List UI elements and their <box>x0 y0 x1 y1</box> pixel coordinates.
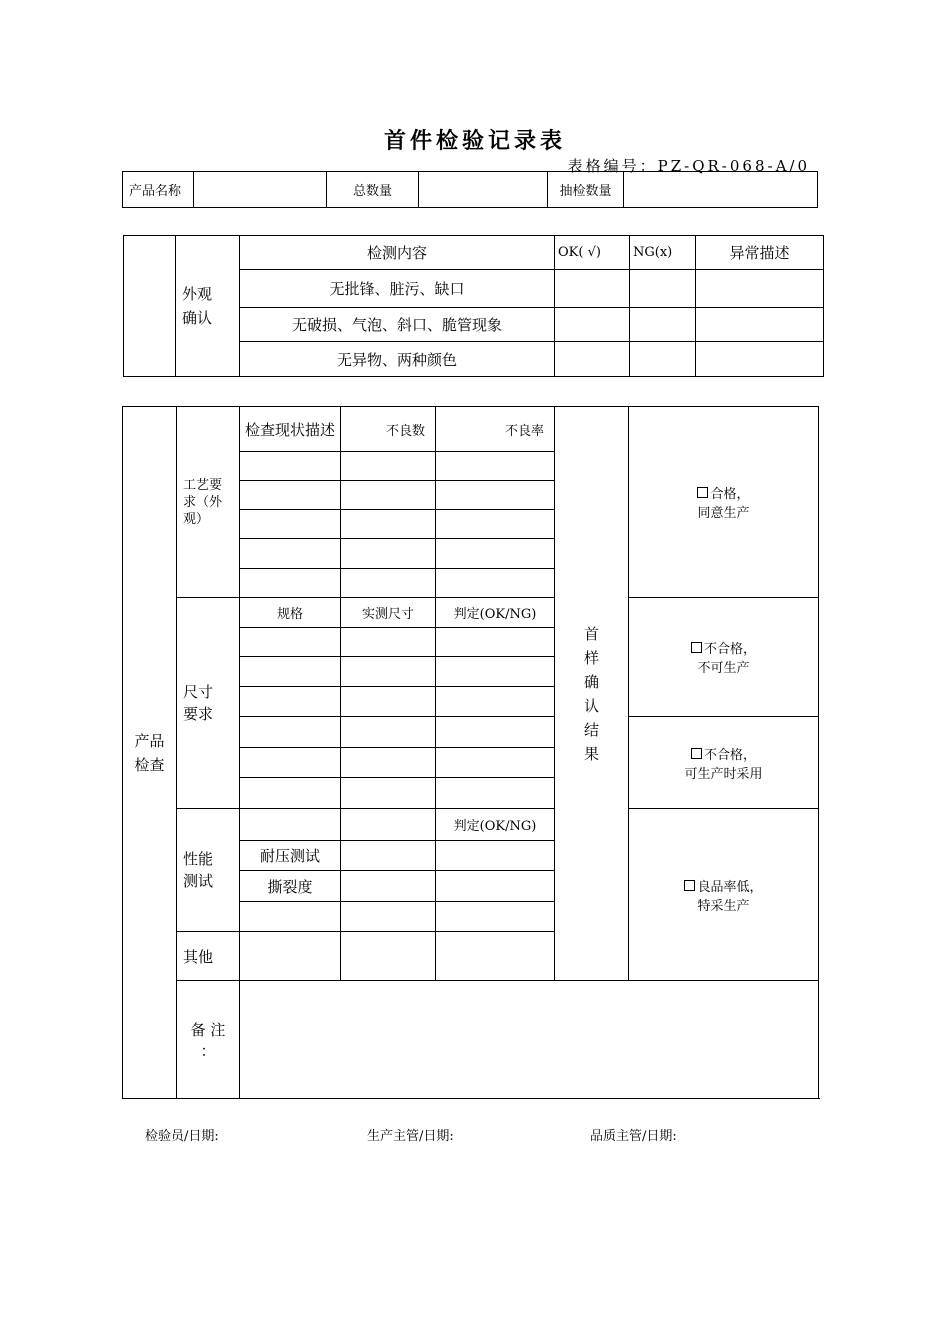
abnormal-cell[interactable] <box>696 308 824 342</box>
table-cell[interactable] <box>341 902 436 932</box>
ok-cell[interactable] <box>555 342 630 377</box>
table-cell[interactable] <box>436 717 555 748</box>
check-item: 无异物、两种颜色 <box>240 342 555 377</box>
table-cell[interactable] <box>341 871 436 902</box>
table-cell[interactable] <box>341 481 436 510</box>
production-supervisor-signature: 生产主管/日期: <box>367 1129 454 1144</box>
table-cell[interactable] <box>341 657 436 687</box>
table-cell[interactable] <box>341 539 436 569</box>
check-item: 无批锋、脏污、缺口 <box>240 270 555 308</box>
table-cell[interactable] <box>341 569 436 598</box>
inspection-table <box>122 406 819 1099</box>
col-abnormal-header: 异常描述 <box>696 236 824 270</box>
table-cell[interactable] <box>436 932 555 981</box>
checkbox-icon[interactable] <box>684 880 695 891</box>
sample-qty-label: 抽检数量 <box>548 172 624 208</box>
appearance-outer-cell <box>124 236 176 377</box>
table-cell[interactable] <box>341 510 436 539</box>
table-cell[interactable] <box>436 871 555 902</box>
table-cell[interactable] <box>341 932 436 981</box>
pressure-test-label: 耐压测试 <box>240 841 341 871</box>
ng-cell[interactable] <box>630 342 696 377</box>
table-cell[interactable] <box>341 452 436 481</box>
table-cell[interactable] <box>240 778 341 809</box>
table-cell[interactable] <box>240 809 341 841</box>
ok-cell[interactable] <box>555 308 630 342</box>
table-cell[interactable] <box>240 717 341 748</box>
table-cell[interactable] <box>436 510 555 539</box>
table-cell[interactable] <box>341 778 436 809</box>
checkbox-icon[interactable] <box>691 642 702 653</box>
first-sample-result-label: 首 样 确 认 结 果 <box>555 407 629 981</box>
total-qty-label: 总数量 <box>327 172 419 208</box>
process-requirement-label: 工艺要求（外观） <box>177 407 240 598</box>
table-cell[interactable] <box>436 748 555 778</box>
col-ok-header: OK( √) <box>555 236 630 270</box>
ok-cell[interactable] <box>555 270 630 308</box>
ng-cell[interactable] <box>630 270 696 308</box>
col-desc-header: 检查现状描述 <box>240 407 341 452</box>
table-cell[interactable] <box>436 452 555 481</box>
table-cell[interactable] <box>240 687 341 717</box>
table-cell[interactable] <box>436 539 555 569</box>
tear-strength-label: 撕裂度 <box>240 871 341 902</box>
result-option-low-yield[interactable]: 良品率低， 特采生产 <box>629 809 819 981</box>
table-cell[interactable] <box>341 809 436 841</box>
ng-cell[interactable] <box>630 308 696 342</box>
table-cell[interactable] <box>436 778 555 809</box>
remarks-label: 备 注 ： <box>177 981 240 1099</box>
col-ng-header: NG(x) <box>630 236 696 270</box>
table-cell[interactable] <box>436 841 555 871</box>
table-cell[interactable] <box>341 717 436 748</box>
performance-test-label: 性能 测试 <box>177 809 240 932</box>
table-cell[interactable] <box>436 687 555 717</box>
table-cell[interactable] <box>240 902 341 932</box>
table-cell[interactable] <box>436 657 555 687</box>
col-rate-header: 不良率 <box>436 407 555 452</box>
col-judge-header: 判定(OK/NG) <box>436 809 555 841</box>
col-spec-header: 规格 <box>240 598 341 628</box>
col-defects-header: 不良数 <box>341 407 436 452</box>
table-cell[interactable] <box>240 932 341 981</box>
remarks-field[interactable] <box>240 981 819 1099</box>
table-cell[interactable] <box>436 902 555 932</box>
check-item: 无破损、气泡、斜口、脆管现象 <box>240 308 555 342</box>
inspector-signature: 检验员/日期: <box>145 1129 219 1144</box>
form-number: 表格编号：PZ-QR-068-A/0 <box>567 157 810 175</box>
col-content-header: 检测内容 <box>240 236 555 270</box>
table-cell[interactable] <box>240 657 341 687</box>
table-cell[interactable] <box>240 628 341 657</box>
table-cell[interactable] <box>436 628 555 657</box>
quality-supervisor-signature: 品质主管/日期: <box>590 1129 677 1144</box>
checkbox-icon[interactable] <box>697 487 708 498</box>
product-name-label: 产品名称 <box>123 172 194 208</box>
col-judge-header: 判定(OK/NG) <box>436 598 555 628</box>
table-cell[interactable] <box>240 748 341 778</box>
result-option-pass[interactable]: 合格， 同意生产 <box>629 407 819 598</box>
table-cell[interactable] <box>240 539 341 569</box>
col-measured-header: 实测尺寸 <box>341 598 436 628</box>
total-qty-field[interactable] <box>419 172 548 208</box>
checkbox-icon[interactable] <box>691 748 702 759</box>
table-cell[interactable] <box>341 841 436 871</box>
result-option-fail[interactable]: 不合格， 不可生产 <box>629 598 819 717</box>
table-cell[interactable] <box>240 569 341 598</box>
appearance-group-label: 外观 确认 <box>176 236 240 377</box>
table-cell[interactable] <box>436 481 555 510</box>
table-cell[interactable] <box>341 748 436 778</box>
table-cell[interactable] <box>436 569 555 598</box>
table-cell[interactable] <box>240 481 341 510</box>
table-cell[interactable] <box>341 687 436 717</box>
abnormal-cell[interactable] <box>696 342 824 377</box>
appearance-table <box>123 235 824 377</box>
other-label: 其他 <box>177 932 240 981</box>
result-option-fail-conditional[interactable]: 不合格， 可生产时采用 <box>629 717 819 809</box>
product-name-field[interactable] <box>194 172 327 208</box>
header-table <box>122 171 818 208</box>
page-title: 首件检验记录表 <box>383 128 566 154</box>
dimension-requirement-label: 尺寸 要求 <box>177 598 240 809</box>
product-inspection-label: 产品 检查 <box>123 407 177 1099</box>
table-cell[interactable] <box>240 452 341 481</box>
table-cell[interactable] <box>240 510 341 539</box>
table-cell[interactable] <box>341 628 436 657</box>
abnormal-cell[interactable] <box>696 270 824 308</box>
sample-qty-field[interactable] <box>624 172 818 208</box>
